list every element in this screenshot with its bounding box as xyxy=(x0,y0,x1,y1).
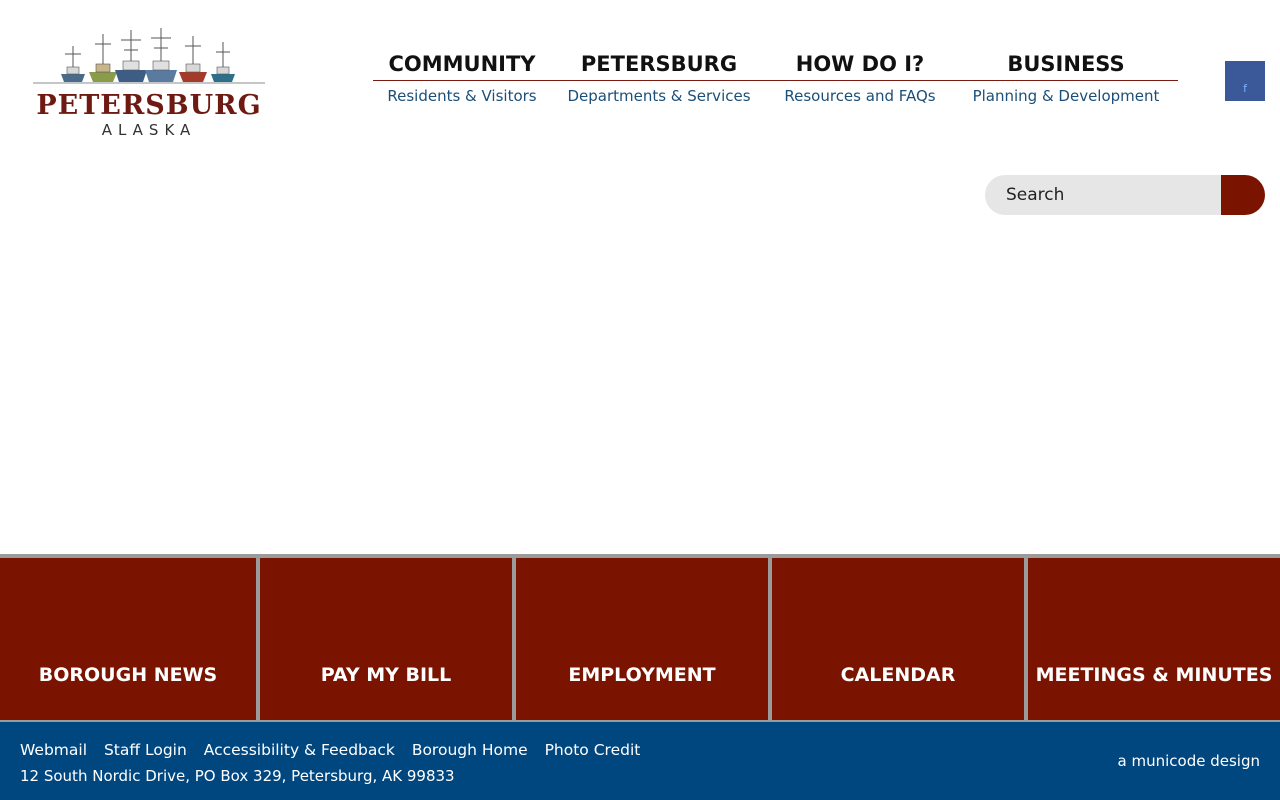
nav-item-petersburg[interactable] xyxy=(555,48,763,112)
nav-community-label[interactable]: COMMUNITY xyxy=(388,52,536,76)
quick-link-label: PAY MY BILL xyxy=(320,664,452,686)
quick-link-label: BOROUGH NEWS xyxy=(38,664,218,686)
nav-how-do-i-sub[interactable]: Resources and FAQs xyxy=(784,87,936,105)
facebook-icon-label: f xyxy=(1243,82,1247,95)
quick-link-calendar[interactable] xyxy=(772,558,1024,720)
nav-how-do-i-label[interactable]: HOW DO I? xyxy=(795,52,925,76)
nav-community-sub[interactable]: Residents & Visitors xyxy=(387,87,537,105)
fishing-boats-icon xyxy=(33,26,265,88)
site-footer xyxy=(0,722,1280,800)
search-button[interactable] xyxy=(1221,175,1265,215)
quick-link-label: CALENDAR xyxy=(840,664,956,686)
quick-link-meetings-minutes[interactable] xyxy=(1028,558,1280,720)
search-input[interactable] xyxy=(985,175,1221,215)
logo-title: PETERSBURG xyxy=(36,90,262,121)
quick-link-pay-my-bill[interactable] xyxy=(260,558,512,720)
nav-item-community[interactable] xyxy=(373,48,551,112)
footer-link-staff-login[interactable]: Staff Login xyxy=(103,741,187,759)
nav-item-how-do-i[interactable] xyxy=(769,48,951,112)
footer-links xyxy=(20,741,652,759)
nav-business-sub[interactable]: Planning & Development xyxy=(972,87,1160,105)
footer-address: 12 South Nordic Drive, PO Box 329, Petersburg, AK 99833 xyxy=(20,767,455,785)
footer-credit-link[interactable]: a municode design xyxy=(1117,752,1260,770)
nav-petersburg-sub[interactable]: Departments & Services xyxy=(567,87,751,105)
nav-item-business[interactable] xyxy=(957,48,1175,112)
quick-link-label: MEETINGS & MINUTES xyxy=(1035,664,1273,686)
logo-subtitle: ALASKA xyxy=(101,121,197,139)
main-navigation xyxy=(373,48,1178,114)
footer-link-borough-home[interactable]: Borough Home xyxy=(411,741,528,759)
footer-link-accessibility[interactable]: Accessibility & Feedback xyxy=(203,741,395,759)
site-logo[interactable] xyxy=(33,26,265,138)
search-bar xyxy=(985,175,1265,215)
quick-link-borough-news[interactable] xyxy=(0,558,256,720)
footer-link-webmail[interactable]: Webmail xyxy=(20,741,88,759)
nav-petersburg-label[interactable]: PETERSBURG xyxy=(580,52,738,76)
footer-link-photo-credit[interactable]: Photo Credit xyxy=(544,741,641,759)
nav-business-label[interactable]: BUSINESS xyxy=(1007,52,1125,76)
quick-link-employment[interactable] xyxy=(516,558,768,720)
quick-links-band xyxy=(0,554,1280,722)
quick-link-label: EMPLOYMENT xyxy=(568,664,716,686)
facebook-icon[interactable] xyxy=(1225,61,1265,101)
